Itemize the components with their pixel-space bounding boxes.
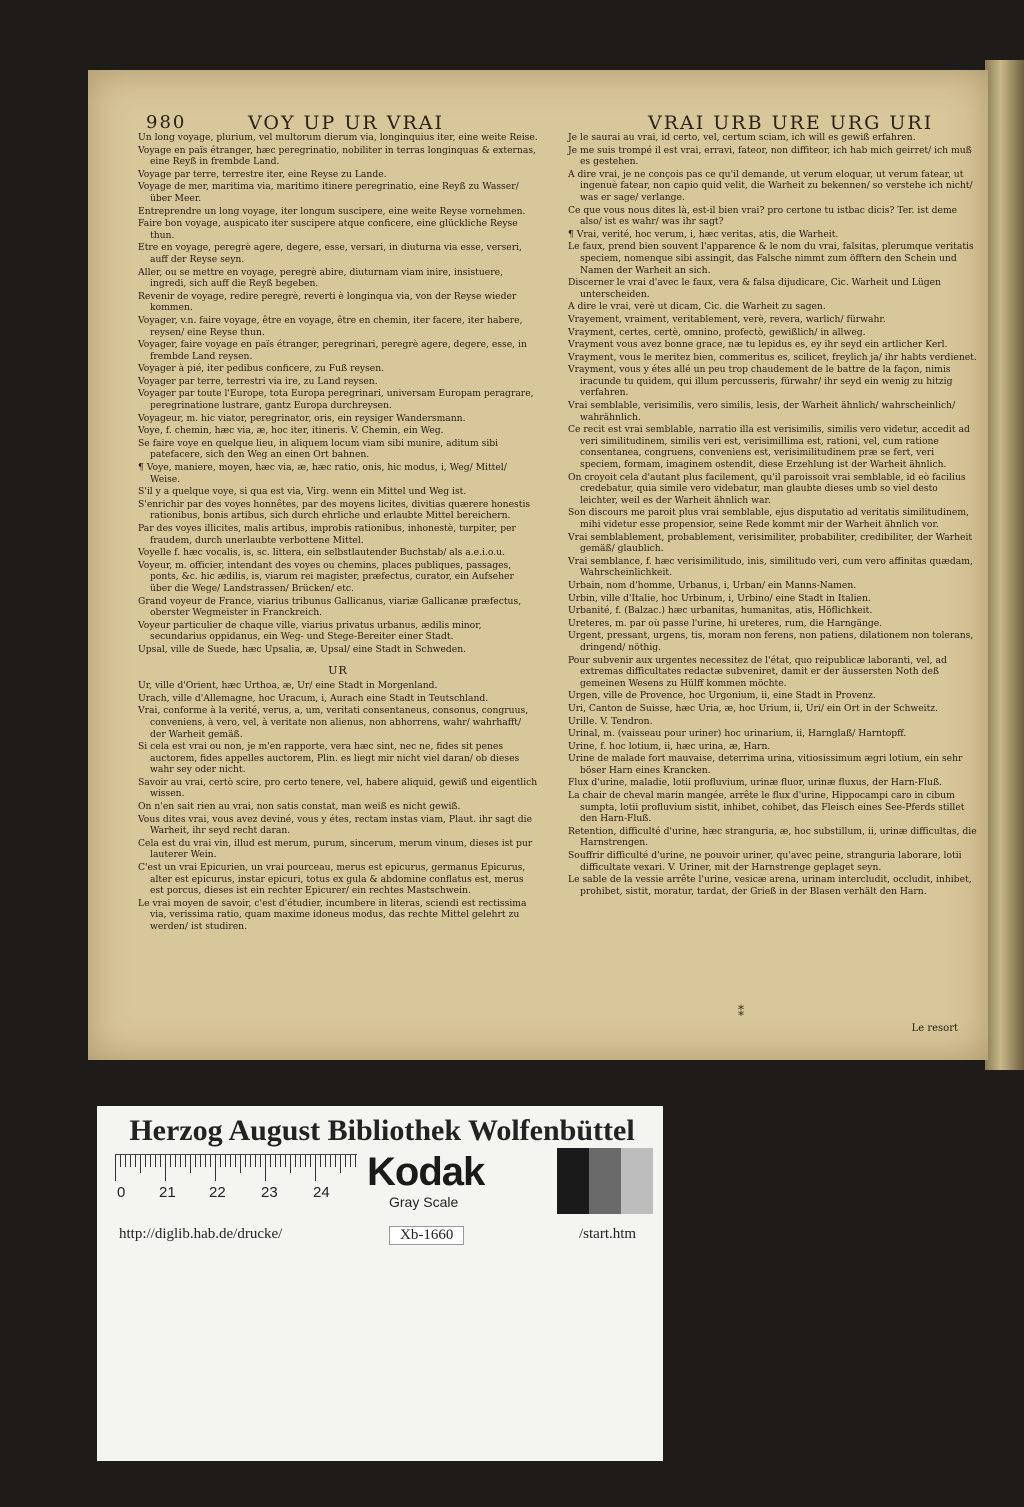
dictionary-entry: Etre en voyage, peregrè agere, degere, esse, versari, in diuturna via esse, verseri, auff der Reyse seyn. [138,242,522,265]
ruler-tick [220,1155,221,1167]
dictionary-entry: Se faire voye en quelque lieu, in aliquem locum viam sibi munire, aditum sibi patefacere, sich den Weg an einen Ort bahnen. [138,437,499,461]
dictionary-entry: Voyage par terre, terrestre iter, eine Reyse zu Lande. [138,168,387,180]
dictionary-entry: Urbain, nom d'homme, Urbanus, i, Urban/ ein Manns-Namen. [568,579,857,591]
dictionary-entry: Voyager à pié, iter pedibus conficere, zu Fuß reysen. [138,363,385,375]
dictionary-entry: Vrai semblablement, probablement, verisimiliter, probabiliter, credibiliter, der Warheit gemäß/ glaublich. [568,531,973,555]
dictionary-entry: Vrayment, vous y étes allé un peu trop chaudement de le battre de la façon, nimis iracunde tu quidem, qui illum percusseris, fürwahr/ ihr seyd ein wenig zu hitzig verfahren. [568,364,953,399]
dictionary-entry: Urine, f. hoc lotium, ii, hæc urina, æ, Harn. [568,740,771,752]
ruler-tick [120,1155,121,1167]
dictionary-entry: On n'en sait rien au vrai, non satis constat, man weiß es nicht gewiß. [138,801,461,813]
ruler-tick [215,1155,216,1181]
dictionary-entry: Je le saurai au vrai, id certo, vel, certum sciam, ich will es gewiß erfahren. [568,132,916,143]
right-running-head: VRAI URB URE URG URI [648,112,934,134]
dictionary-entry: Voyage de mer, maritima via, maritimo itinere peregrinatio, eine Reyß zu Wasser/ über Meer. [138,181,519,204]
dictionary-entry: Voyager, v.n. faire voyage, être en voyage, être en chemin, iter facere, iter habere, reysen/ eine Reyse thun. [138,314,523,338]
ruler-tick [155,1155,156,1167]
dictionary-entry: Souffrir difficulté d'urine, ne pouvoir uriner, qu'avec peine, stranguria laborare, lotii difficultate vexari. V. Uriner, mit der Harnstrenge geplaget seyn. [568,850,962,873]
ornament-mark: ⁑ [738,1005,744,1019]
ruler-tick [230,1155,231,1167]
swatch-light [621,1148,653,1214]
ruler-tick [210,1155,211,1167]
ruler-tick [145,1155,146,1167]
ruler-tick [115,1155,116,1181]
book-page [88,70,988,1060]
dictionary-entry: Vrayment, vous le meritez bien, commeritus es, scilicet, freylich ja/ ihr habts verdienet. [568,351,977,363]
ruler-tick [310,1155,311,1167]
ruler-tick [270,1155,271,1167]
dictionary-entry: Urach, ville d'Allemagne, hoc Uracum, i, Aurach eine Stadt in Teutschland. [138,692,489,704]
dictionary-entry: Urinal, m. (vaisseau pour uriner) hoc urinarium, ii, Harnglaß/ Harntopff. [568,728,907,740]
dictionary-entry: Ureteres, m. par où passe l'urine, hi ureteres, rum, die Harngänge. [568,617,883,629]
ruler-tick [275,1155,276,1167]
ruler-tick [180,1155,181,1167]
color-target-card [97,1106,663,1461]
kodak-logo: Kodak [367,1150,485,1194]
dictionary-entry: Vrayment vous avez bonne grace, næ tu lepidus es, ey ihr seyd ein artlicher Kerl. [568,339,948,351]
swatch-mid [589,1148,621,1214]
dictionary-entry: Urbin, ville d'Italie, hoc Urbinum, i, Urbino/ eine Stadt in Italien. [568,592,871,604]
dictionary-entry: Urille. V. Tendron. [568,715,653,727]
dictionary-entry: Par des voyes illicites, malis artibus, improbis rationibus, inhonestè, turpiter, per fraudem, durch unerlaubte verbottene Mittel. [138,523,516,546]
dictionary-entry: Voyager, faire voyage en païs étranger, peregrinari, peregrè agere, degere, esse, in frembde Land reysen. [138,339,527,362]
ruler-number: 0 [117,1184,126,1201]
dictionary-entry: Ce recit est vrai semblable, narratio illa est verisimilis, similis vero videtur, accedit ad veri similitudinem, similis veri est, verisimillima est, rationi, vel, cum ratione consentanea, congruens, conveniens est, verisimilitudinem præ se fert, veri speciem, formam, imaginem ostendit, diese Erzehlung ist der Warheit ähnlich. [568,424,970,471]
catchword: Le resort [911,1023,958,1034]
ruler-tick [190,1155,191,1173]
ruler-tick [300,1155,301,1167]
dictionary-entry: Revenir de voyage, redire peregrè, reverti è longinqua via, von der Reyse wieder kommen. [138,290,517,314]
dictionary-entry: Je me suis trompé il est vrai, erravi, fateor, non diffiteor, ich hab mich geirret/ ich muß es gestehen. [568,144,972,168]
dictionary-entry: La chair de cheval marin mangée, arrête le flux d'urine, Hippocampi caro in cibum sumpta, lotii profluvium sistit, inhibet, cohibet, das Fleisch eines See-Pferds stillet den Harn-Fluß. [568,790,965,825]
ruler-tick [295,1155,296,1167]
dictionary-entry: Voyeur, m. officier, intendant des voyes ou chemins, places publiques, passages, ponts, &c. hic ædilis, is, viarum rei magister, præfectus, curator, ein Aufseher über die Wege/ Landstrassen/ Brücken/ etc. [138,559,514,594]
dictionary-entry: Vrai semblance, f. hæc verisimilitudo, inis, similitudo veri, cum vero affinitas quædam, Wahrscheinlichkeit. [568,555,973,579]
ruler-tick [245,1155,246,1167]
dictionary-entry: Voyager par toute l'Europe, tota Europa peregrinari, universam Europam peragrare, peregrinatione lustrare, gantz Europa durchreysen. [138,388,534,412]
ruler-tick [345,1155,346,1167]
dictionary-entry: Aller, ou se mettre en voyage, peregrè abire, diuturnam viam inire, insistuere, ingredi, sich auff die Reyß begeben. [138,266,503,290]
dictionary-entry: Grand voyeur de France, viarius tribunus Gallicanus, viariæ Gallicanæ præfectus, oberster Wegmeister in Franckreich. [138,595,522,619]
dictionary-entry: Si cela est vrai ou non, je m'en rapporte, vera hæc sint, nec ne, fides sit penes auctorem, fides appelles auctorem, Plin. es liegt mir nicht viel daran/ ob dieses wahr sey oder nicht. [138,741,520,776]
dictionary-entry: C'est un vrai Epicurien, un vrai pourceau, merus est epicurus, germanus Epicurus, alter est epicurus, instar epicuri, totus ex gula & abdomine conflatus est, merus est porcus, dieses ist ein rechter Epicurer/ ein rechtes Mastschwein. [138,862,526,897]
ruler-tick [195,1155,196,1167]
ruler-tick [315,1155,316,1181]
ruler-tick [320,1155,321,1167]
dictionary-entry: Retention, difficulté d'urine, hæc stranguria, æ, hoc substillum, ii, urinæ difficultas, die Harnstrengen. [568,825,977,849]
ruler-tick [150,1155,151,1167]
ruler-tick [140,1155,141,1173]
dictionary-entry: Vrai, conforme à la verité, verus, a, um, veritati consentaneus, consonus, congruus, conveniens, à vero, vel, à veritate non alienus, non abhorrens, wahr/ wahrhafft/ der Warheit gemäß. [138,705,529,740]
left-running-head: VOY UP UR VRAI [248,112,444,134]
gray-scale-label: Gray Scale [389,1194,459,1210]
dictionary-entry: A dire vrai, je ne conçois pas ce qu'il demande, ut verum eloquar, ut verum fatear, ut ingenuè fatear, non capio quid velit, die Warheit zu bekennen/ so verstehe ich nicht/ was er sage/ verlange. [568,168,973,203]
dictionary-entry: Un long voyage, plurium, vel multorum dierum via, longinquius iter, eine weite Reise. [138,132,538,143]
dictionary-entry: ¶ Voye, maniere, moyen, hæc via, æ, hæc ratio, onis, hic modus, i, Weg/ Mittel/ Weise. [138,462,507,485]
ruler-tick [290,1155,291,1173]
ruler-tick [125,1155,126,1167]
dictionary-entry: Urine de malade fort mauvaise, deterrima urina, vitiosissimum ægri lotium, ein sehr böser Harn eines Krancken. [568,753,963,776]
dictionary-entry: Savoir au vrai, certò scire, pro certo tenere, vel, habere aliquid, gewiß und eigentlich wissen. [138,776,538,800]
dictionary-entry: S'il y a quelque voye, si qua est via, Virg. wenn ein Mittel und Weg ist. [138,486,467,498]
start-link: /start.htm [579,1226,637,1242]
dictionary-entry: Voyager par terre, terrestri via ire, zu Land reysen. [138,375,378,387]
ruler-tick [205,1155,206,1167]
dictionary-entry: Voyageur, m. hic viator, peregrinator, oris, ein reysiger Wandersmann. [138,412,466,424]
ruler-tick [200,1155,201,1167]
ruler-tick [305,1155,306,1167]
dictionary-entry: Urbanité, f. (Balzac.) hæc urbanitas, humanitas, atis, Höflichkeit. [568,605,873,617]
dictionary-entry: Le faux, prend bien souvent l'apparence & le nom du vrai, falsitas, plerumque veritatis speciem, nomenque sibi assingit, das Falsche nimmt zum öfftern den Schein und Namen der Warheit an sich. [568,241,974,276]
dictionary-entry: Voyeur particulier de chaque ville, viarius privatus urbanus, ædilis minor, secundarius oppidanus, ein Weg- und Stege-Bereiter einer Stadt. [138,619,482,643]
ruler-tick [250,1155,251,1167]
ruler-number: 24 [313,1184,330,1201]
dictionary-entry: Discerner le vrai d'avec le faux, vera & falsa dijudicare, Cic. Warheit und Lügen unterscheiden. [568,277,941,300]
ruler-tick [175,1155,176,1167]
dictionary-entry: Voyelle f. hæc vocalis, is, sc. littera, ein selbstlautender Buchstab/ als a.e.i.o.u. [138,547,506,559]
page-number: 980 [146,112,187,133]
library-title: Herzog August Bibliothek Wolfenbüttel [129,1114,635,1147]
ruler-tick [260,1155,261,1167]
ruler-tick [355,1155,356,1167]
dictionary-entry: A dire le vrai, verè ut dicam, Cic. die Warheit zu sagen. [568,301,826,313]
right-column [568,132,978,898]
dictionary-entry: Entreprendre un long voyage, iter longum suscipere, eine weite Reyse vornehmen. [138,205,526,217]
dictionary-entry: Vrai semblable, verisimilis, vero similis, lesis, der Warheit ähnlich/ wahrscheinlich/ wahrähnlich. [568,400,956,423]
ruler-tick [265,1155,266,1181]
ruler-number: 21 [159,1184,176,1201]
ruler-tick [335,1155,336,1167]
dictionary-entry: Vrayment, certes, certè, omnino, profectò, gewißlich/ in allweg. [568,326,866,338]
ruler-tick [240,1155,241,1173]
ruler-tick [170,1155,171,1167]
ruler-number: 23 [261,1184,278,1201]
ruler-tick [330,1155,331,1167]
left-column [138,132,538,934]
dictionary-entry: S'enrichir par des voyes honnêtes, par des moyens licites, divitias quærere honestis rationibus, bonis artibus, sich durch ehrliche und erlaubte Mittel bereichern. [138,498,531,522]
dictionary-entry: Faire bon voyage, auspicato iter suscipere atque conficere, eine glückliche Reyse thun. [138,218,518,241]
dictionary-entry: Pour subvenir aux urgentes necessitez de l'état, quo reipublicæ laboranti, vel, ad extremas difficultates redactæ subveniret, damit er der äussersten Noth deß gemeinen Wesens zu Hülff kommen möchte. [568,654,947,689]
dictionary-entry: Flux d'urine, maladie, lotii profluvium, urinæ fluor, urinæ fluxus, der Harn-Fluß. [568,777,943,789]
ruler-tick [165,1155,166,1181]
section-heading-ur: UR [328,663,348,677]
dictionary-entry: Le vrai moyen de savoir, c'est d'étudier, incumbere in literas, sciendi est rectissima via, verissima ratio, quam maxime idoneus modus, das rechte Mittel gelehrt zu werden/ ist studiren. [138,897,527,932]
ruler-tick [285,1155,286,1167]
ruler-tick [340,1155,341,1173]
ruler-tick [350,1155,351,1167]
shelfmark: Xb-1660 [389,1226,464,1245]
ruler-number: 22 [209,1184,226,1201]
dictionary-entry: Ce que vous nous dites là, est-il bien vrai? pro certone tu istbac dicis? Ter. ist deme also/ ist es wahr/ was ihr sagt? [568,204,958,228]
ruler-tick [225,1155,226,1167]
ruler-tick [160,1155,161,1167]
dictionary-entry: Cela est du vrai vin, illud est merum, purum, sincerum, merum vinum, dieses ist pur lauterer Wein. [138,837,533,861]
adjacent-page-edge [985,60,1024,1070]
dictionary-entry: Upsal, ville de Suede, hæc Upsalia, æ, Upsal/ eine Stadt in Schweden. [138,643,467,655]
ruler-tick [280,1155,281,1167]
ruler-tick [185,1155,186,1167]
source-url: http://diglib.hab.de/drucke/ [119,1226,283,1242]
dictionary-entry: On croyoit cela d'autant plus facilement, qu'il paroissoit vrai semblable, id eò facilius credebatur, quia simile vero videbatur, man glaubte dieses umb so viel desto leichter, weil es der Warheit ähnlich war. [568,471,966,506]
dictionary-entry: ¶ Vrai, verité, hoc verum, i, hæc veritas, atis, die Warheit. [568,228,839,240]
swatch-dark [557,1148,589,1214]
ruler-tick [235,1155,236,1167]
ruler-tick [255,1155,256,1167]
ruler-tick [130,1155,131,1167]
gray-swatches [557,1148,653,1214]
dictionary-entry: Urgent, pressant, urgens, tis, moram non ferens, non patiens, dilationem non tolerans, dringend/ nöthig. [568,630,974,653]
dictionary-entry: Vrayement, vraiment, veritablement, verè, revera, warlich/ fürwahr. [568,313,886,325]
dictionary-entry: Son discours me paroit plus vrai semblable, ejus disputatio ad veritatis similitudinem, mihi videtur esse propensior, seine Rede kommt mir der Warheit ähnlich vor. [568,507,969,530]
dictionary-entry: Le sable de la vessie arrête l'urine, vesicæ arena, urinam intercludit, occludit, inhibet, prohibet, sistit, moratur, tardat, der Grieß in der Blasen verhält den Harn. [568,874,972,897]
dictionary-entry: Urgen, ville de Provence, hoc Urgonium, ii, eine Stadt in Provenz. [568,690,876,702]
dictionary-entry: Voye, f. chemin, hæc via, æ, hoc iter, itineris. V. Chemin, ein Weg. [138,425,444,437]
dictionary-entry: Voyage en païs étranger, hæc peregrinatio, nobiliter in terras longinquas & externas, eine Reyß in frembde Land. [138,144,536,168]
ruler-tick [135,1155,136,1167]
dictionary-entry: Ur, ville d'Orient, hæc Urthoa, æ, Ur/ eine Stadt in Morgenland. [138,680,438,692]
dictionary-entry: Uri, Canton de Suisse, hæc Uria, æ, hoc Urium, ii, Uri/ ein Ort in der Schweitz. [568,702,939,714]
ruler-tick [325,1155,326,1167]
dictionary-entry: Vous dites vrai, vous avez deviné, vous y étes, rectam instas viam, Plaut. ihr sagt die Warheit, ihr seyd recht daran. [138,813,533,837]
